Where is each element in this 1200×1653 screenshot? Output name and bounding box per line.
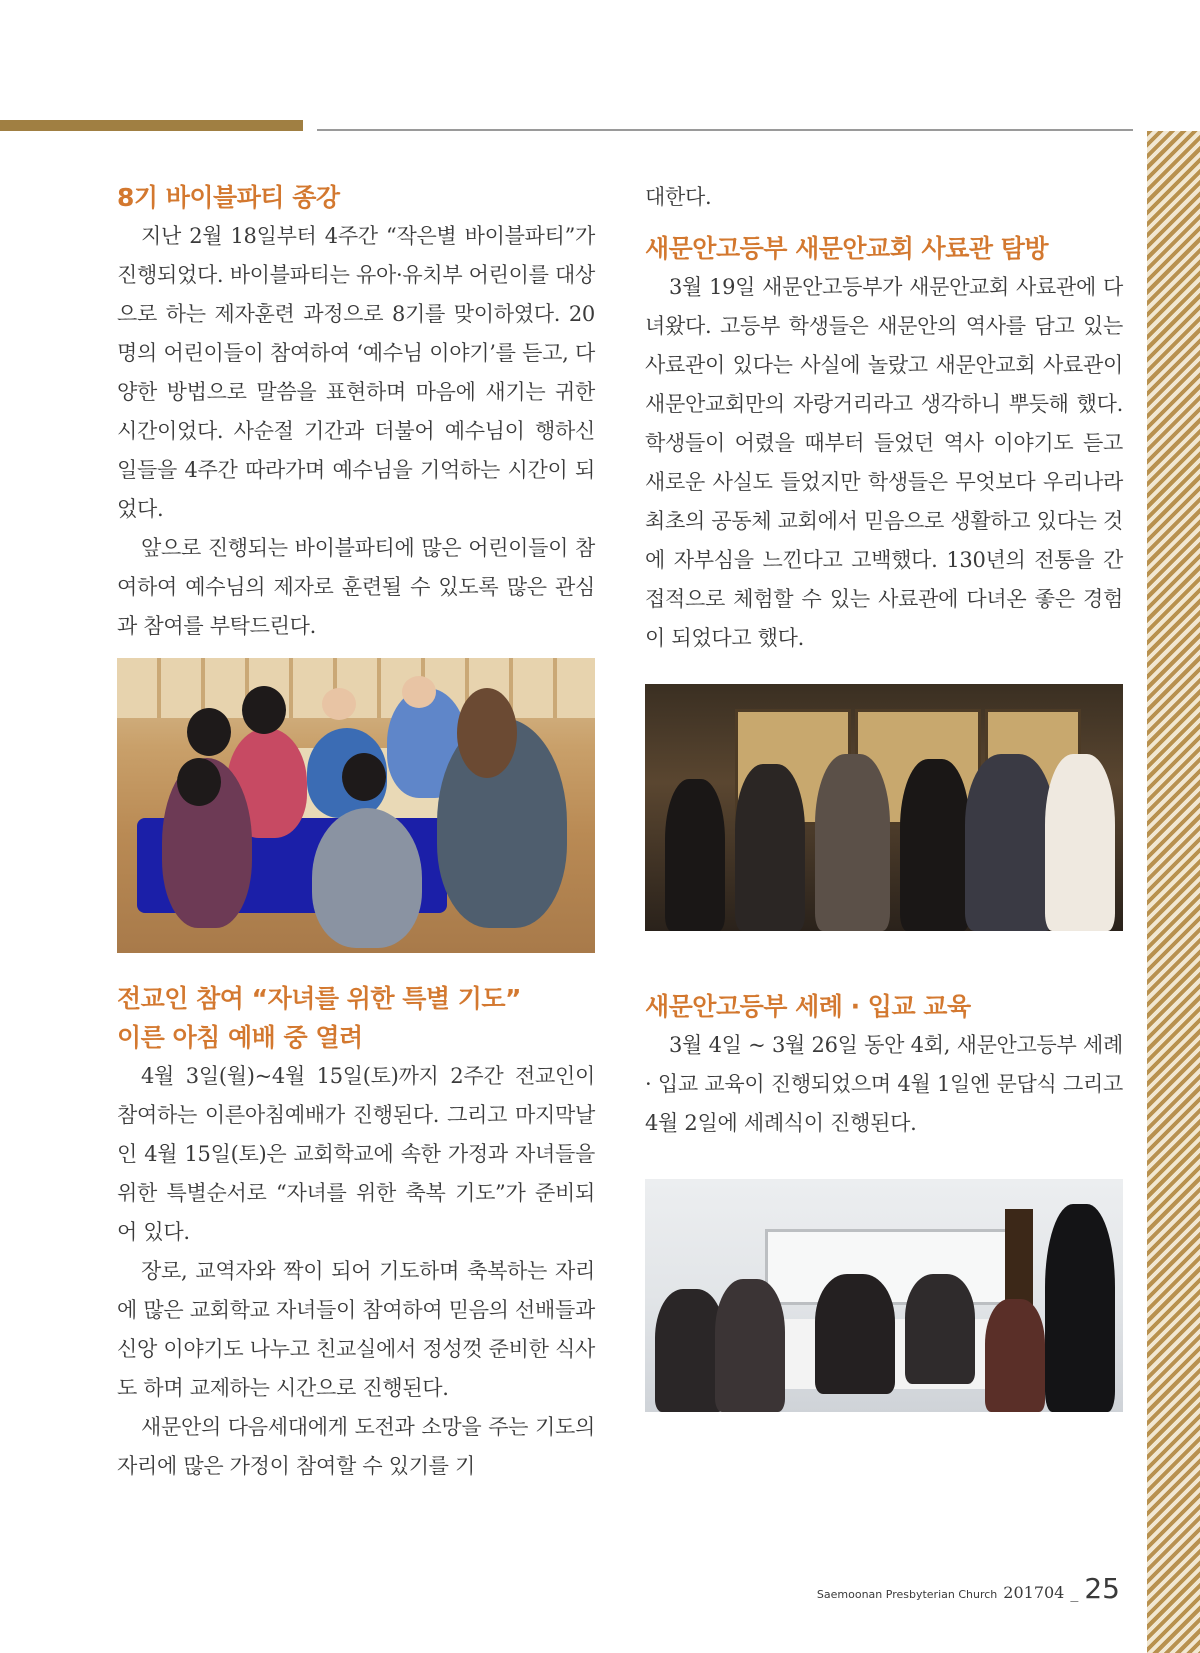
- baptism-education-paragraph: 3월 4일 ~ 3월 26일 동안 4회, 새문안고등부 세례 · 입교 교육이 진행되었으며 4월 1일엔 문답식 그리고 4월 2일에 세례식이 진행된다.: [645, 1033, 1123, 1135]
- side-stripe-decoration: [1147, 131, 1200, 1653]
- continuation-text: 대한다.: [645, 185, 712, 209]
- section-title-archive-visit: 새문안고등부 새문안교회 사료관 탐방: [645, 234, 1049, 263]
- photo-baptism-class: [645, 1179, 1123, 1412]
- section-title-bible-party: 8기 바이블파티 종강: [117, 183, 340, 212]
- bible-party-paragraph-1: 지난 2월 18일부터 4주간 “작은별 바이블파티”가 진행되었다. 바이블파티는 유아·유치부 어린이를 대상으로 하는 제자훈련 과정으로 8기를 맞이하였다. 20명의 어린이들이 참여하여 ‘예수님 이야기’를 듣고, 다양한 방법으로 말씀을 표현하며 마음에 새기는 귀한 시간이었다. 사순절 기간과 더불어 예수님이 행하신 일들을 4주간 따라가며 예수님을 기억하는 시간이 되었다.: [117, 224, 595, 521]
- page-number: 25: [1084, 1572, 1120, 1605]
- right-column: [645, 178, 1123, 1412]
- photo-archive-visit: [645, 684, 1123, 931]
- footer-church-name: Saemoonan Presbyterian Church: [816, 1588, 998, 1601]
- header-rule: [317, 129, 1133, 131]
- section-title-special-prayer-line2: 이른 아침 예배 중 열려: [117, 1023, 363, 1052]
- special-prayer-paragraph-1: 4월 3일(월)~4월 15일(토)까지 2주간 전교인이 참여하는 이른아침예배가 진행된다. 그리고 마지막날인 4월 15일(토)은 교회학교에 속한 가정과 자녀들을 위한 특별순서로 “자녀를 위한 축복 기도”가 준비되어 있다.: [117, 1064, 595, 1244]
- header-accent-bar: [0, 120, 303, 131]
- bible-party-paragraph-2: 앞으로 진행되는 바이블파티에 많은 어린이들이 참여하여 예수님의 제자로 훈련될 수 있도록 많은 관심과 참여를 부탁드린다.: [117, 536, 595, 638]
- section-title-baptism-education: 새문안고등부 세례 · 입교 교육: [645, 992, 971, 1021]
- photo-bible-party-children: [117, 658, 595, 953]
- footer-separator: _: [1070, 1583, 1079, 1602]
- special-prayer-paragraph-3: 새문안의 다음세대에게 도전과 소망을 주는 기도의 자리에 많은 가정이 참여할 수 있기를 기: [117, 1415, 595, 1478]
- page-footer: [817, 1572, 1120, 1605]
- left-column: [117, 178, 595, 1486]
- footer-issue: 201704: [1003, 1583, 1065, 1602]
- special-prayer-paragraph-2: 장로, 교역자와 짝이 되어 기도하며 축복하는 자리에 많은 교회학교 자녀들이 참여하여 믿음의 선배들과 신앙 이야기도 나누고 친교실에서 정성껏 준비한 식사도 하며 교제하는 시간으로 진행된다.: [117, 1259, 595, 1400]
- archive-visit-paragraph: 3월 19일 새문안고등부가 새문안교회 사료관에 다녀왔다. 고등부 학생들은 새문안의 역사를 담고 있는 사료관이 있다는 사실에 놀랐고 새문안교회 사료관이 새문안교회만의 자랑거리라고 생각하니 뿌듯해 했다. 학생들이 어렸을 때부터 들었던 역사 이야기도 듣고 새로운 사실도 들었지만 학생들은 무엇보다 우리나라 최초의 공동체 교회에서 믿음으로 생활하고 있다는 것에 자부심을 느낀다고 고백했다. 130년의 전통을 간접적으로 체험할 수 있는 사료관에 다녀온 좋은 경험이 되었다고 했다.: [645, 275, 1123, 650]
- section-title-special-prayer-line1: 전교인 참여 “자녀를 위한 특별 기도”: [117, 984, 521, 1013]
